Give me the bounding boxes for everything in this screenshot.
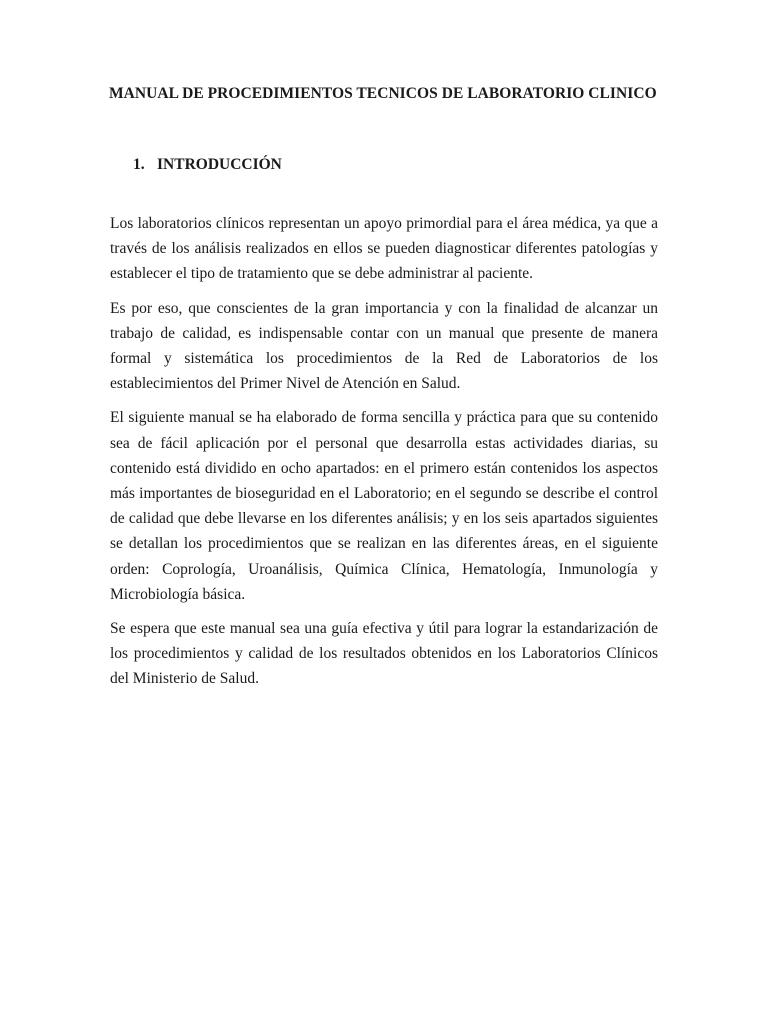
paragraph-estandarizacion: Se espera que este manual sea una guía efectiva y útil para lograr la estandarización de los procedimientos y calidad de los resultados obtenidos en los Laboratorios Clínicos del Ministerio de Salud. xyxy=(110,620,658,688)
section-number: 1. xyxy=(133,156,145,173)
document-title: MANUAL DE PROCEDIMIENTOS TECNICOS DE LABORATORIO CLINICO xyxy=(109,85,657,102)
body-text xyxy=(110,211,658,701)
paragraph-laboratorios-clinicos: Los laboratorios clínicos representan un apoyo primordial para el área médica, ya que a través de los análisis realizados en ellos se pueden diagnosticar diferentes patologías y establecer el tipo de tratamiento que se debe administrar al paciente. xyxy=(110,215,658,283)
section-heading-text: INTRODUCCIÓN xyxy=(157,156,282,173)
paragraph-contenido-manual: El siguiente manual se ha elaborado de forma sencilla y práctica para que su contenido sea de fácil aplicación por el personal que desarrolla estas actividades diarias, su contenido está dividido en ocho apartados: en el primero están contenidos los aspectos más importantes de bioseguridad en el Laboratorio; en el segundo se describe el control de calidad que debe llevarse en los diferentes análisis; y en los seis apartados siguientes se detallan los procedimientos que se realizan en las diferentes áreas, en el siguiente orden: Coprología, Uroanálisis, Química Clínica, Hematología, Inmunología y Microbiología básica. xyxy=(110,409,658,603)
section-heading xyxy=(133,155,282,175)
paragraph-importancia: Es por eso, que conscientes de la gran importancia y con la finalidad de alcanzar un trabajo de calidad, es indispensable contar con un manual que presente de manera formal y sistemática los procedimientos de la Red de Laboratorios de los establecimientos del Primer Nivel de Atención en Salud. xyxy=(110,299,658,393)
